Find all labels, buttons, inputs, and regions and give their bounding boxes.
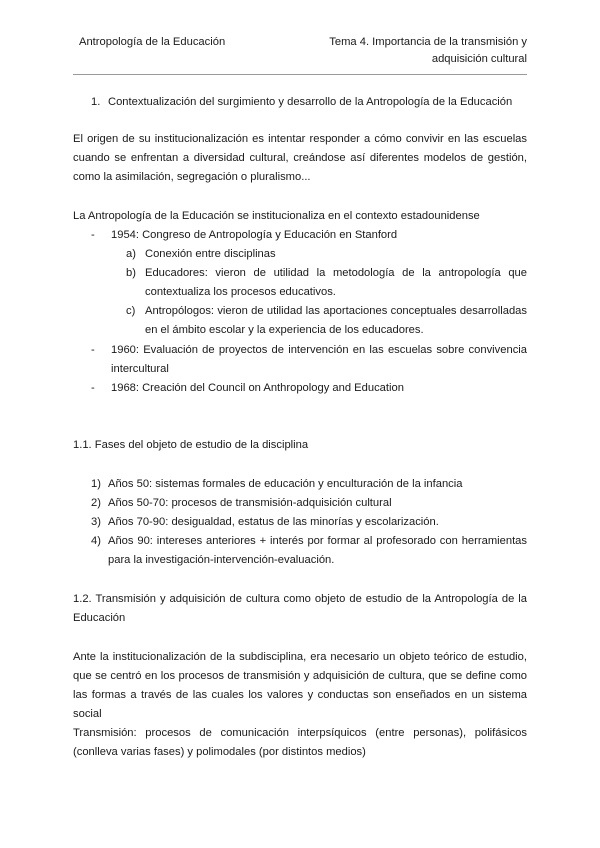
subitem-a xyxy=(126,245,527,264)
timeline-item-1968 xyxy=(91,379,527,398)
subitem-b-label: b) xyxy=(126,267,136,279)
list-dash: - xyxy=(91,382,95,394)
phase-item-1-text: Años 50: sistemas formales de educación y enculturación de la infancia xyxy=(108,478,463,490)
section-1-1-heading: 1.1. Fases del objeto de estudio de la disciplina xyxy=(73,439,309,451)
phase-item-2-text: Años 50-70: procesos de transmisión-adquisición cultural xyxy=(108,497,392,509)
header-topic-line-1: Tema 4. Importancia de la transmisión y xyxy=(329,36,527,48)
subitem-b-text: Educadores: vieron de utilidad la metodología de la antropología que contextualiza los procesos educativos. xyxy=(145,267,527,298)
phase-item-4-label: 4) xyxy=(91,535,101,547)
section-1-2-heading: 1.2. Transmisión y adquisición de cultura como objeto de estudio de la Antropología de la Educación xyxy=(73,593,527,624)
subitem-a-label: a) xyxy=(126,248,136,260)
section-1-title: Contextualización del surgimiento y desarrollo de la Antropología de la Educación xyxy=(108,96,513,108)
subitem-c xyxy=(126,302,527,340)
list-dash: - xyxy=(91,344,95,356)
timeline-item-1954-text: 1954: Congreso de Antropología y Educación en Stanford xyxy=(111,229,398,241)
header-topic-line-2: adquisición cultural xyxy=(431,53,527,65)
subitem-c-text: Antropólogos: vieron de utilidad las aportaciones conceptuales desarrolladas en el ámbito escolar y la experiencia de los educadores. xyxy=(145,305,527,336)
section-1-number: 1. xyxy=(91,96,101,108)
timeline-item-1954 xyxy=(91,226,527,245)
phase-item-2 xyxy=(91,494,527,513)
header-topic-title xyxy=(267,34,527,68)
paragraph-transmission: Transmisión: procesos de comunicación interpsíquicos (entre personas), polifásicos (conlleva varias fases) y polimodales (por distintos medios) xyxy=(73,727,527,758)
header-divider xyxy=(73,74,527,75)
subitem-c-label: c) xyxy=(126,305,136,317)
header-course-title: Antropología de la Educación xyxy=(79,36,226,48)
phase-item-1 xyxy=(91,475,527,494)
subitem-a-text: Conexión entre disciplinas xyxy=(145,248,276,260)
section-1-heading xyxy=(91,93,512,112)
phase-item-3-text: Años 70-90: desigualdad, estatus de las minorías y escolarización. xyxy=(108,516,439,528)
timeline-item-1960-text: 1960: Evaluación de proyectos de intervención en las escuelas sobre convivencia intercultural xyxy=(111,344,527,375)
list-dash: - xyxy=(91,229,95,241)
paragraph-institutionalization: La Antropología de la Educación se institucionaliza en el contexto estadounidense xyxy=(73,210,480,222)
phase-item-3-label: 3) xyxy=(91,516,101,528)
paragraph-origin: El origen de su institucionalización es intentar responder a cómo convivir en las escuelas cuando se enfrentan a diversidad cultural, creándose así diferentes modelos de gestión, como la asimilación, segregación o pluralismo... xyxy=(73,133,527,183)
subitem-b xyxy=(126,264,527,302)
timeline-item-1968-text: 1968: Creación del Council on Anthropology and Education xyxy=(111,382,404,394)
phase-item-4 xyxy=(91,532,527,570)
phase-item-2-label: 2) xyxy=(91,497,101,509)
paragraph-theoretical-object: Ante la institucionalización de la subdisciplina, era necesario un objeto teórico de estudio, que se centró en los procesos de transmisión y adquisición de cultura, que se define como las formas a través de las cuales los valores y conductas son enseñados en un sistema social xyxy=(73,651,527,720)
phase-item-3 xyxy=(91,513,527,532)
timeline-item-1960 xyxy=(91,341,527,379)
phase-item-1-label: 1) xyxy=(91,478,101,490)
phase-item-4-text: Años 90: intereses anteriores + interés por formar al profesorado con herramientas para la investigación-intervención-evaluación. xyxy=(108,535,527,566)
